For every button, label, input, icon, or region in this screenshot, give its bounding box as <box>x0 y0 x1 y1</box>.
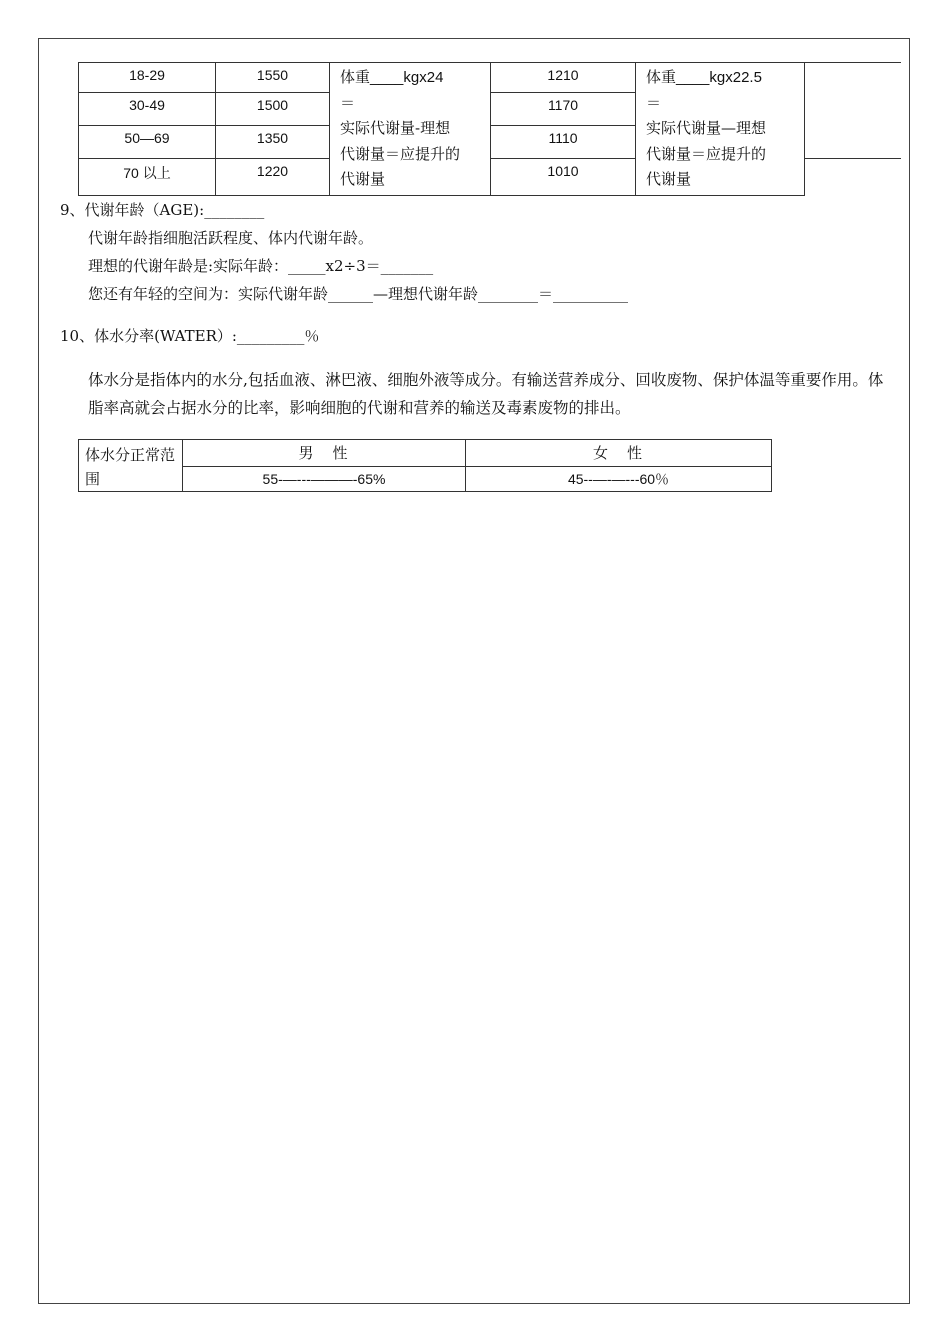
female-formula-line3: 实际代谢量—理想 <box>646 119 767 137</box>
female-value-cell: 1010 <box>491 159 636 196</box>
table-row <box>79 440 772 467</box>
male-formula-line3: 实际代谢量-理想 <box>340 119 451 137</box>
female-value-cell: 1110 <box>491 126 636 159</box>
female-value-cell: 1210 <box>491 63 636 93</box>
male-range: 55-—---———-65% <box>183 466 466 492</box>
female-formula-cell <box>636 63 805 196</box>
male-value-cell: 1220 <box>216 159 330 196</box>
age-cell: 70 以上 <box>79 159 216 196</box>
section9-line1: 代谢年龄指细胞活跃程度、体内代谢年龄。 <box>88 229 374 247</box>
male-value-cell: 1350 <box>216 126 330 159</box>
male-formula-cell <box>330 63 491 196</box>
female-formula-line1: 体重____kgx22.5 <box>646 68 762 86</box>
table-row <box>79 466 772 492</box>
section10-heading: 10、体水分率(WATER）:_________％ <box>60 327 320 345</box>
section10-paragraph: 体水分是指体内的水分,包括血液、淋巴液、细胞外液等成分。有输送营养成分、回收废物、保护体温等重要作用。体脂率高就会占据水分的比率，影响细胞的代谢和营养的输送及毒素废物的排出。 <box>88 371 884 417</box>
female-formula-line5: 代谢量 <box>646 170 692 188</box>
table-row <box>79 63 805 93</box>
age-cell: 50—69 <box>79 126 216 159</box>
section9-line3: 您还有年轻的空间为：实际代谢年龄______—理想代谢年龄________＝__________ <box>88 285 629 303</box>
metabolism-table <box>78 62 805 196</box>
section9-heading: 9、代谢年龄（AGE):________ <box>60 201 265 219</box>
male-formula-line4: 代谢量＝应提升的 <box>340 144 461 163</box>
section9-line2: 理想的代谢年龄是:实际年龄：_____x2÷3＝_______ <box>88 257 434 275</box>
male-value-cell: 1500 <box>216 93 330 126</box>
age-cell: 30-49 <box>79 93 216 126</box>
male-formula-line5: 代谢量 <box>340 170 386 188</box>
female-range: 45--—-—---60％ <box>466 466 772 492</box>
table-extension-line <box>804 158 901 159</box>
water-range-label: 体水分正常范围 <box>79 440 183 492</box>
male-value-cell: 1550 <box>216 63 330 93</box>
male-formula-line2: ＝ <box>340 93 356 112</box>
age-cell: 18-29 <box>79 63 216 93</box>
female-formula-line4: 代谢量＝应提升的 <box>646 144 767 163</box>
table-extension-line <box>804 62 901 63</box>
female-formula-line2: ＝ <box>646 93 662 112</box>
water-range-table <box>78 439 772 492</box>
female-header: 女 性 <box>466 440 772 467</box>
male-header: 男 性 <box>183 440 466 467</box>
male-formula-line1: 体重____kgx24 <box>340 68 444 86</box>
female-value-cell: 1170 <box>491 93 636 126</box>
